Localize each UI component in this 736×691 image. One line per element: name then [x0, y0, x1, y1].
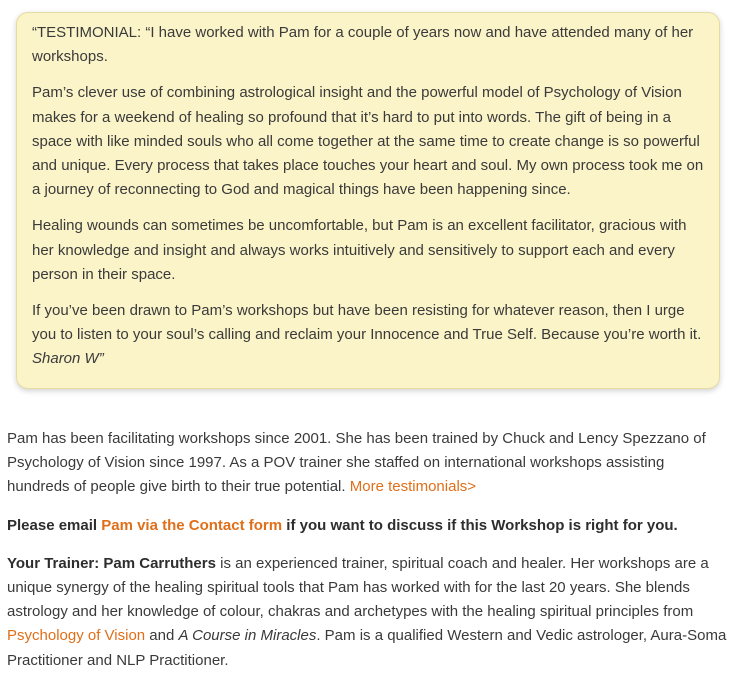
testimonial-box [16, 12, 720, 389]
bio-text: Pam has been facilitating workshops since 2001. She has been trained by Chuck and Lency Spezzano of Psychology of Vision since 1997. As a POV trainer she staffed on international workshops assisting hundreds of people give birth to their true potential. [7, 430, 706, 496]
contact-text [7, 517, 678, 534]
trainer-and: and [145, 627, 179, 645]
contact-paragraph [7, 514, 731, 538]
bio-paragraph [7, 427, 731, 500]
contact-form-link[interactable]: Pam via the Contact form [101, 516, 283, 534]
testimonial-paragraph-1: “TESTIMONIAL: “I have worked with Pam for a couple of years now and have attended many of her workshops. [32, 24, 694, 66]
testimonial-paragraph-3: Healing wounds can sometimes be uncomfortable, but Pam is an excellent facilitator, gracious with her knowledge and insight and always works intuitively and sensitively to support each and every person in their space. [32, 217, 687, 283]
trainer-paragraph [7, 552, 731, 673]
trainer-label: Your Trainer: Pam Carruthers [7, 554, 216, 572]
testimonial-paragraph-2: Pam’s clever use of combining astrological insight and the powerful model of Psychology of Vision makes for a weekend of healing so profound that it’s hard to put into words. The gift of being in a space with like minded souls who all come together at the same time to create change is so powerful and unique. Every process that takes place touches your heart and soul. My own process took me on a journey of reconnecting to God and magical things have been happening since. [32, 84, 704, 199]
trainer-text-1: is an experienced trainer, spiritual coach and healer. Her workshops are a unique synergy of the healing spiritual tools that Pam has worked with for the last 20 years. She blends astrology and her knowledge of colour, chakras and archetypes with the healing spiritual principles from [7, 554, 709, 621]
course-in-miracles-title: A Course in Miracles [178, 627, 317, 645]
psychology-of-vision-link[interactable]: Psychology of Vision [7, 627, 146, 645]
testimonial-paragraph-4-text: If you’ve been drawn to Pam’s workshops but have been resisting for whatever reason, then I urge you to listen to your soul’s calling and reclaim your Innocence and True Self. Because you’re worth it. [32, 302, 702, 344]
main-content [7, 427, 731, 687]
testimonial-signature: Sharon W” [32, 350, 104, 368]
contact-post: if you want to discuss if this Workshop is right for you. [282, 516, 678, 534]
trainer-text-2: . Pam is a qualified Western and Vedic astrologer, Aura-Soma Practitioner and NLP Practitioner. [7, 627, 727, 669]
more-testimonials-link[interactable]: More testimonials> [349, 478, 477, 496]
contact-pre: Please email [7, 516, 102, 534]
testimonial-paragraph-4 [32, 299, 705, 372]
